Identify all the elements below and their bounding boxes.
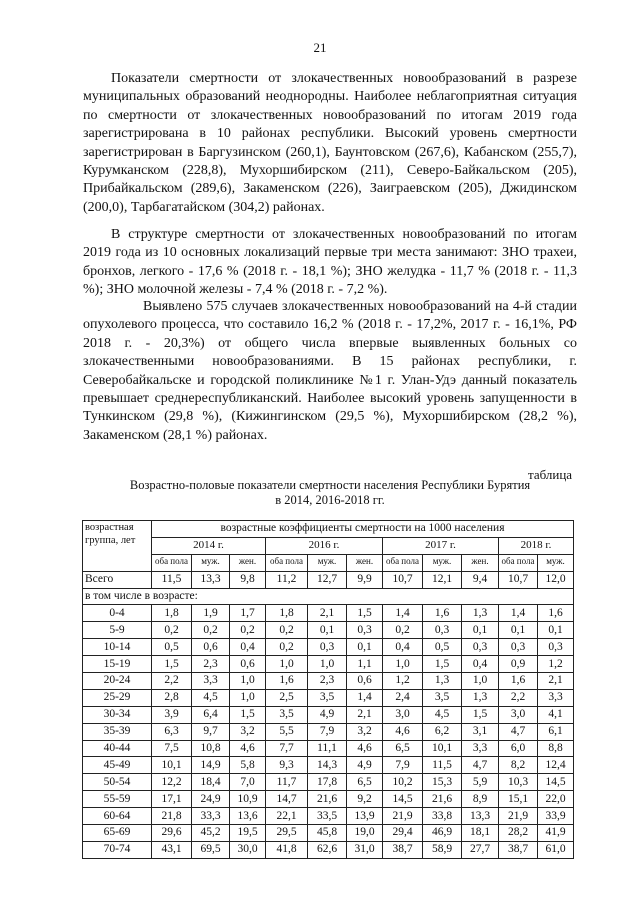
table-cell: 1,0: [230, 673, 266, 690]
table-row: [83, 689, 574, 706]
table-cell: 22,1: [266, 808, 308, 825]
table-cell: 1,5: [152, 656, 192, 673]
table-cell: 19,0: [347, 825, 383, 842]
age-group-cell: 25-29: [83, 689, 152, 706]
table-cell: 0,4: [462, 656, 499, 673]
table-cell: 6,5: [383, 740, 423, 757]
age-group-cell: 35-39: [83, 723, 152, 740]
table-cell: 12,4: [538, 757, 574, 774]
table-cell: 5,9: [462, 774, 499, 791]
table-cell: 7,9: [383, 757, 423, 774]
year-header: 2017 г.: [383, 537, 499, 554]
table-cell: 0,2: [383, 622, 423, 639]
table-cell: 12,0: [538, 571, 574, 588]
table-cell: 46,9: [423, 825, 462, 842]
table-title-line-1: Возрастно-половые показатели смертности населения Республики Бурятия: [129, 478, 531, 492]
table-cell: 1,8: [152, 605, 192, 622]
table-cell: 18,1: [462, 825, 499, 842]
table-title: [83, 478, 577, 508]
table-cell: 0,1: [308, 622, 347, 639]
table-cell: 9,9: [347, 571, 383, 588]
age-group-cell: 45-49: [83, 757, 152, 774]
age-group-cell: 10-14: [83, 639, 152, 656]
table-cell: 2,5: [266, 689, 308, 706]
table-row: [83, 825, 574, 842]
table-cell: 0,1: [499, 622, 538, 639]
table-cell: 14,9: [192, 757, 230, 774]
table-cell: 6,2: [423, 723, 462, 740]
table-cell: 9,4: [462, 571, 499, 588]
table-cell: 7,5: [152, 740, 192, 757]
table-title-line-2: в 2014, 2016-2018 гг.: [275, 493, 385, 507]
table-cell: 58,9: [423, 841, 462, 858]
table-cell: 1,3: [462, 605, 499, 622]
table-cell: 0,5: [423, 639, 462, 656]
table-cell: 1,0: [383, 656, 423, 673]
table-cell: 6,4: [192, 706, 230, 723]
table-cell: 29,5: [266, 825, 308, 842]
age-group-cell: 50-54: [83, 774, 152, 791]
table-cell: 0,6: [192, 639, 230, 656]
age-group-cell: 60-64: [83, 808, 152, 825]
table-cell: 3,5: [308, 689, 347, 706]
table-cell: 1,5: [347, 605, 383, 622]
table-cell: 14,5: [538, 774, 574, 791]
table-cell: 33,5: [308, 808, 347, 825]
table-cell: 12,1: [423, 571, 462, 588]
table-cell: 3,3: [192, 673, 230, 690]
sex-header: жен.: [347, 554, 383, 571]
table-row: [83, 841, 574, 858]
table-cell: 13,9: [347, 808, 383, 825]
table-row: [83, 757, 574, 774]
table-cell: 15,1: [499, 791, 538, 808]
table-cell: 6,0: [499, 740, 538, 757]
table-cell: 1,5: [462, 706, 499, 723]
table-cell: 3,0: [499, 706, 538, 723]
table-cell: 11,5: [152, 571, 192, 588]
table-cell: 0,3: [308, 639, 347, 656]
sex-header: жен.: [462, 554, 499, 571]
sex-header: оба пола: [383, 554, 423, 571]
table-cell: 0,2: [266, 622, 308, 639]
table-cell: 4,7: [499, 723, 538, 740]
table-cell: 61,0: [538, 841, 574, 858]
table-cell: 4,6: [383, 723, 423, 740]
table-cell: 11,2: [266, 571, 308, 588]
table-cell: 30,0: [230, 841, 266, 858]
table-row: [83, 791, 574, 808]
table-cell: 1,2: [383, 673, 423, 690]
table-cell: 10,1: [423, 740, 462, 757]
table-cell: 1,0: [230, 689, 266, 706]
paragraph-mortality-municipalities: Показатели смертности от злокачественных новообразований в разрезе муниципальных образований неоднородны. Наиболее неблагоприятная ситуация по смертности от злокачественных новообразований по итогам 2019 года зарегистрирована в 10 районах республики. Высокий уровень смертности зарегистрирован в Баргузинском (260,1), Баунтовском (267,6), Кабанском (255,7), Курумканском (228,8), Мухоршибирском (211), Северо-Байкальском (205), Прибайкальском (289,6), Закаменском (226), Заиграевском (205), Джидинском (200,0), Тарбагатайском (304,2) районах.: [83, 71, 577, 215]
year-header: 2016 г.: [266, 537, 383, 554]
table-cell: 1,5: [230, 706, 266, 723]
table-cell: 27,7: [462, 841, 499, 858]
sex-header: муж.: [538, 554, 574, 571]
table-cell: 10,3: [499, 774, 538, 791]
table-label: таблица: [528, 467, 573, 482]
table-cell: 38,7: [499, 841, 538, 858]
table-cell: 45,2: [192, 825, 230, 842]
table-cell: 24,9: [192, 791, 230, 808]
table-cell: 29,4: [383, 825, 423, 842]
table-cell: 11,1: [308, 740, 347, 757]
table-row: [83, 639, 574, 656]
age-group-cell: 40-44: [83, 740, 152, 757]
sex-header: оба пола: [499, 554, 538, 571]
table-cell: 8,9: [462, 791, 499, 808]
table-cell: 9,2: [347, 791, 383, 808]
table-cell: 7,0: [230, 774, 266, 791]
year-header: 2018 г.: [499, 537, 574, 554]
table-cell: 5,8: [230, 757, 266, 774]
table-cell: 9,7: [192, 723, 230, 740]
table-cell: 11,5: [423, 757, 462, 774]
including-row: [83, 588, 574, 605]
table-row: [83, 673, 574, 690]
table-cell: 1,5: [423, 656, 462, 673]
sex-header: оба пола: [266, 554, 308, 571]
table-cell: 1,4: [499, 605, 538, 622]
table-cell: 4,1: [538, 706, 574, 723]
table-cell: 0,3: [423, 622, 462, 639]
table-cell: 22,0: [538, 791, 574, 808]
table-cell: 2,1: [308, 605, 347, 622]
table-cell: 33,9: [538, 808, 574, 825]
table-cell: 8,8: [538, 740, 574, 757]
table-cell: 0,6: [230, 656, 266, 673]
table-cell: 2,1: [538, 673, 574, 690]
table-cell: 17,8: [308, 774, 347, 791]
table-cell: 4,9: [308, 706, 347, 723]
table-cell: 38,7: [383, 841, 423, 858]
table-cell: 3,3: [462, 740, 499, 757]
page-number: 21: [313, 40, 327, 55]
table-cell: 1,6: [423, 605, 462, 622]
table-cell: 14,7: [266, 791, 308, 808]
table-cell: 2,8: [152, 689, 192, 706]
table-cell: 1,8: [266, 605, 308, 622]
sex-header: муж.: [308, 554, 347, 571]
table-cell: 21,9: [499, 808, 538, 825]
table-cell: 0,3: [462, 639, 499, 656]
table-cell: 2,3: [308, 673, 347, 690]
table-cell: 3,5: [266, 706, 308, 723]
table-cell: 9,8: [230, 571, 266, 588]
table-cell: 0,6: [347, 673, 383, 690]
table-cell: 2,3: [192, 656, 230, 673]
table-cell: 9,3: [266, 757, 308, 774]
table-cell: 1,2: [538, 656, 574, 673]
table-cell: 1,1: [347, 656, 383, 673]
table-cell: 1,6: [538, 605, 574, 622]
table-cell: 3,2: [347, 723, 383, 740]
table-cell: 33,3: [192, 808, 230, 825]
table-cell: 0,4: [383, 639, 423, 656]
table-cell: 1,4: [383, 605, 423, 622]
table-cell: 4,7: [462, 757, 499, 774]
paragraph-mortality-structure: В структуре смертности от злокачественных новообразований по итогам 2019 года из 10 основных локализаций первые три места занимают: ЗНО трахеи, бронхов, легкого - 17,6 % (2018 г. - 18,1 %); ЗНО желудка - 11,7 % (2018 г. - 11,3 %); ЗНО молочной железы - 7,4 % (2018 г. - 7,2 %).: [83, 227, 577, 298]
age-group-cell: 15-19: [83, 656, 152, 673]
table-cell: 0,4: [230, 639, 266, 656]
age-group-cell: 70-74: [83, 841, 152, 858]
table-cell: 45,8: [308, 825, 347, 842]
table-cell: 0,1: [462, 622, 499, 639]
table-row: [83, 656, 574, 673]
table-cell: 4,5: [423, 706, 462, 723]
table-cell: 10,8: [192, 740, 230, 757]
table-cell: 3,5: [423, 689, 462, 706]
age-group-cell: 30-34: [83, 706, 152, 723]
table-row: [83, 605, 574, 622]
mortality-table: [82, 520, 574, 859]
table-cell: 62,6: [308, 841, 347, 858]
table-cell: 1,9: [192, 605, 230, 622]
table-cell: 2,4: [383, 689, 423, 706]
table-cell: 7,9: [308, 723, 347, 740]
table-row: [83, 622, 574, 639]
table-cell: 0,9: [499, 656, 538, 673]
age-group-cell: 0-4: [83, 605, 152, 622]
table-cell: 1,7: [230, 605, 266, 622]
table-cell: 2,1: [347, 706, 383, 723]
table-cell: 0,1: [347, 639, 383, 656]
table-cell: 15,3: [423, 774, 462, 791]
table-cell: 1,0: [462, 673, 499, 690]
table-cell: 0,2: [152, 622, 192, 639]
table-cell: 69,5: [192, 841, 230, 858]
sex-header: муж.: [192, 554, 230, 571]
table-body: [83, 571, 574, 858]
sex-header: муж.: [423, 554, 462, 571]
table-cell: 7,7: [266, 740, 308, 757]
table-cell: 0,2: [192, 622, 230, 639]
table-cell: 4,5: [192, 689, 230, 706]
table-cell: 10,7: [383, 571, 423, 588]
table-cell: 14,3: [308, 757, 347, 774]
age-group-cell: 55-59: [83, 791, 152, 808]
age-group-cell: 65-69: [83, 825, 152, 842]
table-cell: 3,9: [152, 706, 192, 723]
table-row: [83, 740, 574, 757]
table-cell: 1,4: [347, 689, 383, 706]
table-cell: 19,5: [230, 825, 266, 842]
table-cell: 6,3: [152, 723, 192, 740]
table-cell: 4,6: [347, 740, 383, 757]
table-cell: 12,7: [308, 571, 347, 588]
table-cell: 3,1: [462, 723, 499, 740]
table-cell: 1,0: [308, 656, 347, 673]
table-cell: 13,3: [192, 571, 230, 588]
table-cell: 10,2: [383, 774, 423, 791]
table-cell: 6,1: [538, 723, 574, 740]
table-cell: 43,1: [152, 841, 192, 858]
table-cell: 11,7: [266, 774, 308, 791]
table-cell: 1,3: [423, 673, 462, 690]
table-cell: 10,1: [152, 757, 192, 774]
age-group-header: возрастная группа, лет: [83, 521, 152, 572]
table-row: [83, 808, 574, 825]
table-cell: 17,1: [152, 791, 192, 808]
table-cell: 13,6: [230, 808, 266, 825]
including-label: в том числе в возрасте:: [83, 588, 574, 605]
table-cell: 10,9: [230, 791, 266, 808]
table-cell: 14,5: [383, 791, 423, 808]
table-cell: 3,2: [230, 723, 266, 740]
total-row: [83, 571, 574, 588]
table-cell: 2,2: [152, 673, 192, 690]
table-cell: 6,5: [347, 774, 383, 791]
table-cell: 2,2: [499, 689, 538, 706]
table-cell: 28,2: [499, 825, 538, 842]
table-cell: 21,8: [152, 808, 192, 825]
table-cell: 0,5: [152, 639, 192, 656]
table-cell: 12,2: [152, 774, 192, 791]
table-cell: 1,6: [266, 673, 308, 690]
table-cell: 21,6: [308, 791, 347, 808]
table-cell: 1,3: [462, 689, 499, 706]
table-cell: 10,7: [499, 571, 538, 588]
table-cell: 4,9: [347, 757, 383, 774]
table-cell: 3,3: [538, 689, 574, 706]
sex-header: жен.: [230, 554, 266, 571]
table-cell: 41,8: [266, 841, 308, 858]
table-cell: 1,6: [499, 673, 538, 690]
table-cell: 29,6: [152, 825, 192, 842]
table-cell: 8,2: [499, 757, 538, 774]
table-cell: 0,2: [266, 639, 308, 656]
table-cell: 21,9: [383, 808, 423, 825]
table-row: [83, 706, 574, 723]
table-cell: 13,3: [462, 808, 499, 825]
table-cell: 0,3: [347, 622, 383, 639]
table-cell: 0,3: [499, 639, 538, 656]
table-cell: 33,8: [423, 808, 462, 825]
table-row: [83, 723, 574, 740]
table-row: [83, 774, 574, 791]
table-cell: 18,4: [192, 774, 230, 791]
age-group-cell: 20-24: [83, 673, 152, 690]
table-cell: 0,3: [538, 639, 574, 656]
table-cell: 21,6: [423, 791, 462, 808]
table-cell: 0,2: [230, 622, 266, 639]
age-group-cell: 5-9: [83, 622, 152, 639]
table-cell: 41,9: [538, 825, 574, 842]
table-cell: 31,0: [347, 841, 383, 858]
year-header: 2014 г.: [152, 537, 266, 554]
table-cell: 4,6: [230, 740, 266, 757]
sex-header: оба пола: [152, 554, 192, 571]
table-cell: 3,0: [383, 706, 423, 723]
main-header: возрастные коэффициенты смертности на 1000 населения: [152, 521, 574, 538]
table-cell: 5,5: [266, 723, 308, 740]
total-label: Всего: [83, 571, 152, 588]
table-cell: 0,1: [538, 622, 574, 639]
paragraph-stage-four-cases: Выявлено 575 случаев злокачественных новообразований на 4-й стадии опухолевого процесса, что составило 16,2 % (2018 г. - 17,2%, 2017 г. - 16,1%, РФ 2018 г. - 20,3%) от общего числа впервые выявленных больных со злокачественными новообразованиями. В 15 районах республики, г. Северобайкальске и городской поликлинике №1 г. Улан-Удэ данный показатель превышает среднереспубликанский. Наиболее высокий уровень запущенности в Тункинском (29,8 %), (Кижингинском (29,5 %), Мухоршибирском (28,2 %), Закаменском (28,1 %) районах.: [83, 299, 577, 443]
table-cell: 1,0: [266, 656, 308, 673]
